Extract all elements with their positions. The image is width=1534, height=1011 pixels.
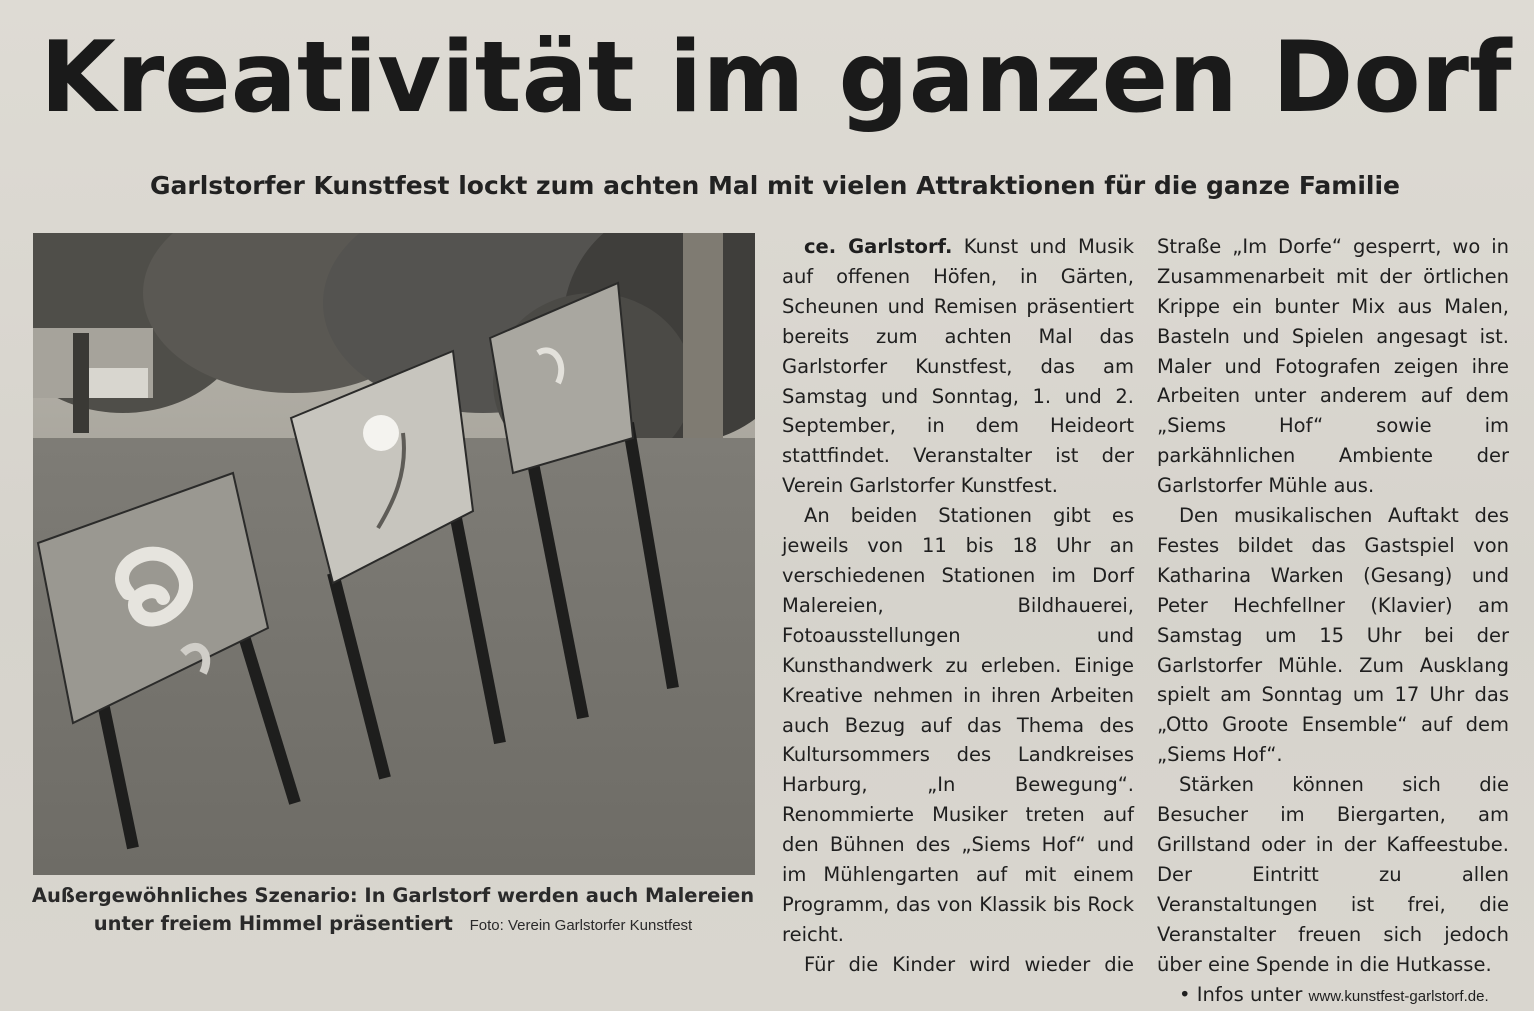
paragraph-3-cont-text: Straße „Im Dorfe“ gesperrt, wo in Zusammenarbeit mit der örtlichen Krippe ein bunter Mix aus Malen, Basteln und Spielen angesagt ist. Maler und Fotografen zeigen ihre Arbeiten unter anderem auf dem „Siems Hof“ sowie im parkähnlichen Ambiente der Garlstorfer Mühle aus. xyxy=(1157,232,1509,501)
paragraph-3-continued xyxy=(1157,232,1509,501)
headline: Kreativität im ganzen Dorf xyxy=(40,18,1510,138)
paragraph-1 xyxy=(782,232,1134,501)
info-url-link[interactable]: www.kunstfest-garlstorf.de. xyxy=(1309,988,1489,1005)
paragraph-5: Stärken können sich die Besucher im Biergarten, am Grillstand oder in der Kaffeestube. Der Eintritt zu allen Veranstaltungen ist frei, die Veranstalter freuen sich jedoch über eine Spende in die Hutkasse. xyxy=(1157,770,1509,979)
photo-caption xyxy=(28,882,758,940)
info-line xyxy=(1157,980,1509,1011)
article-column-2 xyxy=(1157,232,1509,1011)
article-photo xyxy=(33,233,755,875)
caption-text: Außergewöhnliches Szenario: In Garlstorf werden auch Malereien unter freiem Himmel präsentiert xyxy=(32,884,754,935)
info-prefix: • Infos unter xyxy=(1179,983,1302,1006)
paragraph-1-text: Kunst und Musik auf offenen Höfen, in Gärten, Scheunen und Remisen präsentiert bereits zum achten Mal das Garlstorfer Kunstfest, das am Samstag und Sonntag, 1. und 2. September, in dem Heideort stattfindet. Veranstalter ist der Verein Garlstorfer Kunstfest. xyxy=(782,235,1134,497)
subheadline: Garlstorfer Kunstfest lockt zum achten Mal mit vielen Attraktionen für die ganze Familie xyxy=(20,164,1530,208)
article-column-1 xyxy=(782,232,1134,980)
paragraph-3: Für die Kinder wird wieder die xyxy=(782,950,1134,980)
painted-panels-image xyxy=(33,233,755,875)
dateline: ce. Garlstorf. xyxy=(804,235,952,258)
paragraph-4: Den musikalischen Auftakt des Festes bildet das Gastspiel von Katharina Warken (Gesang) und Peter Hechfellner (Klavier) am Samstag um 15 Uhr bei der Garlstorfer Mühle. Zum Ausklang spielt am Sonntag um 17 Uhr das „Otto Groote Ensemble“ auf dem „Siems Hof“. xyxy=(1157,501,1509,770)
photo-credit: Foto: Verein Garlstorfer Kunstfest xyxy=(470,917,693,934)
paragraph-2: An beiden Stationen gibt es jeweils von 11 bis 18 Uhr an verschiedenen Stationen im Dorf Malereien, Bildhauerei, Fotoausstellungen und Kunsthandwerk zu erleben. Einige Kreative nehmen in ihren Arbeiten auch Bezug auf das Thema des Kultursommers des Landkreises Harburg, „In Bewegung“. Renommierte Musiker treten auf den Bühnen des „Siems Hof“ und im Mühlengarten auf mit einem Programm, das von Klassik bis Rock reicht. xyxy=(782,501,1134,950)
